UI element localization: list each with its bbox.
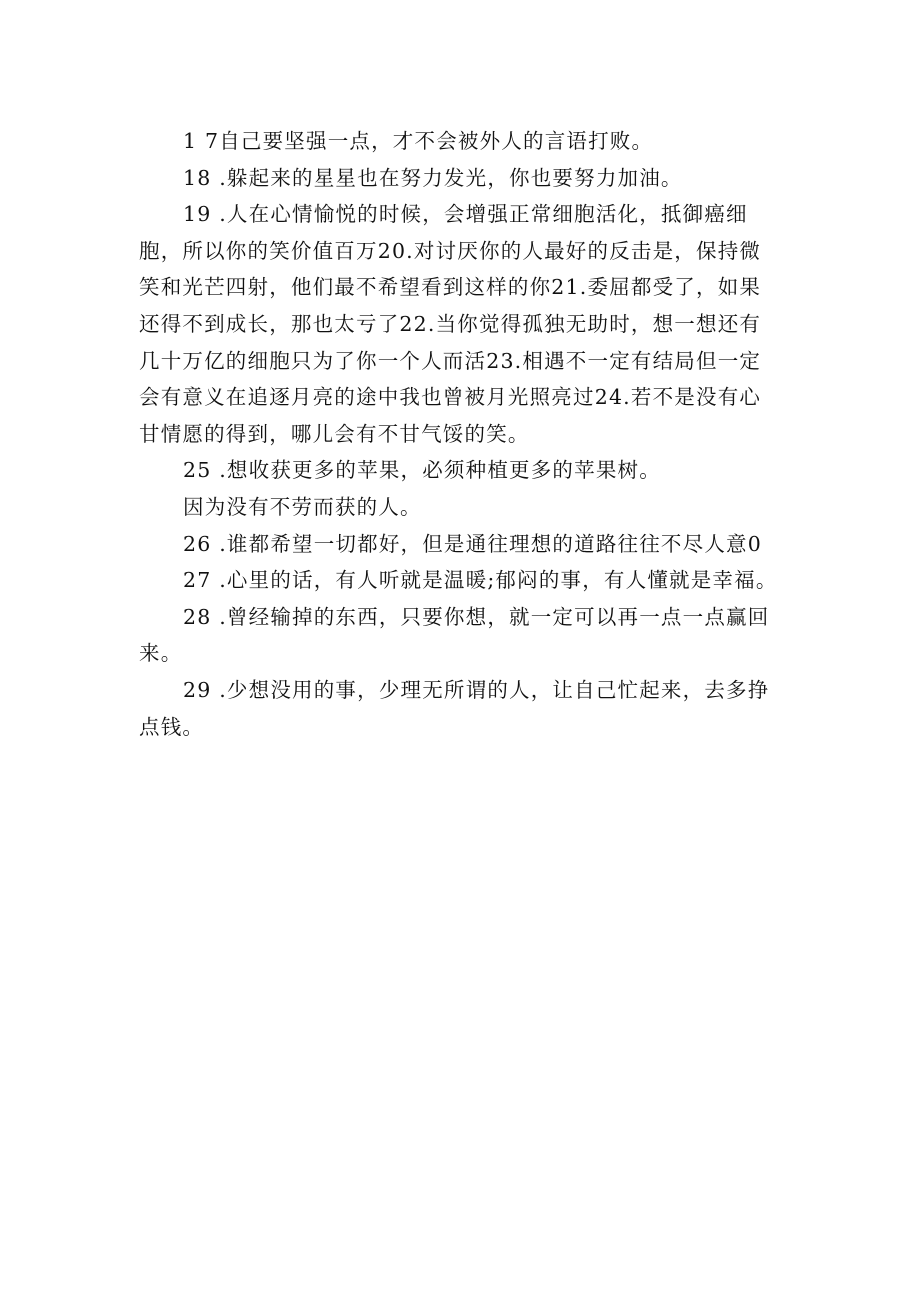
paragraph-27: 27 .心里的话，有人听就是温暖;郁闷的事，有人懂就是幸福。 [183,568,778,593]
document-body [139,123,779,745]
paragraph-25: 25 .想收获更多的苹果，必须种植更多的苹果树。 [183,458,661,483]
paragraph-29: 29 .少想没用的事，少理无所谓的人，让自己忙起来，去多挣点钱。 [139,677,770,739]
paragraph-28: 28 .曾经输掉的东西，只要你想，就一定可以再一点一点赢回来。 [139,604,770,666]
paragraph-18: 18 .躲起来的星星也在努力发光，你也要努力加油。 [183,165,683,190]
paragraph-19-24: 19 .人在心情愉悦的时候，会增强正常细胞活化，抵御癌细胞，所以你的笑价值百万20.对讨厌你的人最好的反击是，保持微笑和光芒四射，他们最不希望看到这样的你21.委屈都受了，如果还得不到成长，那也太亏了22.当你觉得孤独无助时，想一想还有几十万亿的细胞只为了你一个人而活23.相遇不一定有结局但一定会有意义在追逐月亮的途中我也曾被月光照亮过24.若不是没有心甘情愿的得到，哪儿会有不甘气馁的笑。 [139,202,762,446]
paragraph-17: 1 7自己要坚强一点，才不会被外人的言语打败。 [183,129,654,153]
paragraph-25-continued: 因为没有不劳而获的人。 [183,494,422,519]
paragraph-26: 26 .谁都希望一切都好，但是通往理想的道路往往不尽人意0 [183,531,762,556]
